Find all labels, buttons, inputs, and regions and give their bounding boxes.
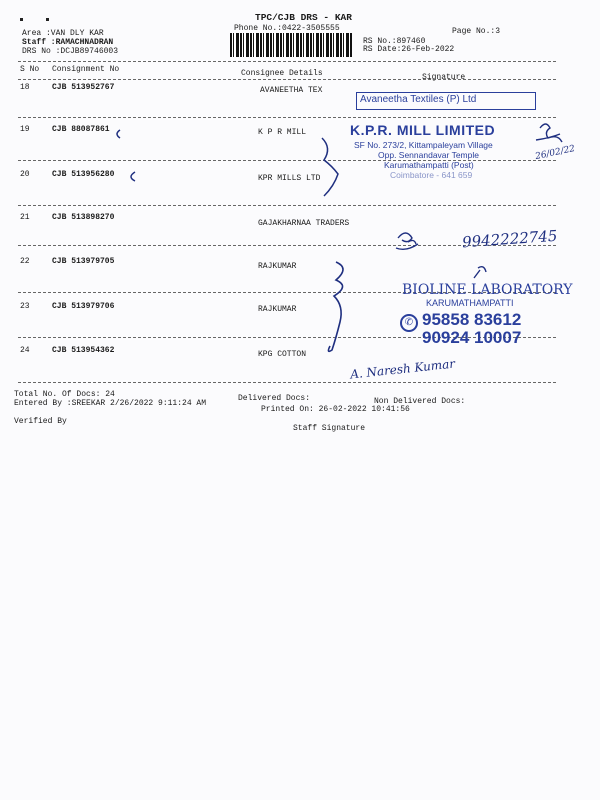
scribble-signature: [536, 124, 562, 142]
row-sno: 19: [20, 125, 30, 134]
row-sno: 18: [20, 83, 30, 92]
kpr-stamp-line2: Opp. Sennandavar Temple: [378, 150, 479, 160]
row-consignment: CJB 513956280: [52, 170, 115, 179]
total-docs: Total No. Of Docs: 24: [14, 390, 115, 399]
delivered-docs: Delivered Docs:: [238, 394, 311, 403]
bracket-signature: [328, 262, 343, 351]
col-sno: S No: [20, 65, 40, 74]
staff-label: Staff :RAMACHNADRAN: [22, 38, 114, 47]
phone-number: Phone No.:0422-3505555: [234, 24, 340, 33]
row-sno: 20: [20, 170, 30, 179]
row-sno: 21: [20, 213, 30, 222]
kpr-stamp-line3: Karumathampatti (Post): [384, 160, 474, 170]
avaneetha-stamp-text: Avaneetha Textiles (P) Ltd: [360, 94, 477, 105]
bracket-signature: [322, 138, 338, 196]
printed-on: Printed On: 26-02-2022 10:41:56: [261, 405, 410, 414]
kpr-stamp-name: K.P.R. MILL LIMITED: [350, 122, 496, 138]
scribble-signature: [474, 267, 486, 278]
check-mark-icon: [131, 172, 135, 181]
area-label: Area :VAN DLY KAR: [22, 29, 104, 38]
rs-number: RS No.:897460: [363, 37, 426, 46]
row-consignee: GAJAKHARNAA TRADERS: [258, 219, 350, 228]
row-consignee: KPR MILLS LTD: [258, 174, 321, 183]
row-consignee: RAJKUMAR: [258, 305, 297, 314]
row-consignment: CJB 513979706: [52, 302, 115, 311]
row-consignee: K P R MILL: [258, 128, 307, 137]
handwritten-kpr-date: 26/02/22: [534, 143, 577, 163]
kpr-stamp-line1: SF No. 273/2, Kittampaleyam Village: [354, 140, 493, 150]
handwritten-kpg-signature: A. Naresh Kumar: [349, 356, 456, 382]
report-title: TPC/CJB DRS - KAR: [255, 12, 352, 23]
row-consignment: CJB 513954362: [52, 346, 115, 355]
verified-by: Verified By: [14, 417, 67, 426]
row-sno: 22: [20, 257, 30, 266]
row-sno: 23: [20, 302, 30, 311]
row-consignment: CJB 513898270: [52, 213, 115, 222]
non-delivered-docs: Non Delivered Docs:: [374, 397, 466, 406]
row-sno: 24: [20, 346, 30, 355]
entered-by: Entered By :SREEKAR 2/26/2022 9:11:24 AM: [14, 399, 207, 408]
rs-date: RS Date:26-Feb-2022: [363, 45, 455, 54]
page-number: Page No.:3: [452, 27, 501, 36]
bioline-place: KARUMATHAMPATTI: [426, 298, 514, 308]
row-consignment: CJB 513952767: [52, 83, 115, 92]
bioline-phone1: 95858 83612: [422, 310, 522, 329]
scribble-signature: [396, 233, 418, 249]
kpr-stamp-line4: Coimbatore - 641 659: [390, 170, 473, 180]
drs-number: DRS No :DCJB89746003: [22, 47, 119, 56]
bioline-phone2: 90924 10007: [422, 328, 522, 347]
row-consignment: CJB 513979705: [52, 257, 115, 266]
col-signature: Signature: [422, 73, 466, 82]
check-mark-icon: [117, 130, 120, 138]
row-consignee: KPG COTTON: [258, 350, 307, 359]
row-consignee: RAJKUMAR: [258, 262, 297, 271]
col-consignment: Consignment No: [52, 65, 120, 74]
bioline-name: BIOLINE LABORATORY: [402, 282, 573, 298]
row-consignee: AVANEETHA TEX: [260, 86, 323, 95]
handwritten-phone-note: 9942222745: [461, 226, 558, 252]
row-consignment: CJB 88087861: [52, 125, 110, 134]
staff-signature: Staff Signature: [293, 424, 366, 433]
col-consignee: Consignee Details: [241, 69, 323, 78]
phone-icon: ✆: [400, 314, 418, 332]
